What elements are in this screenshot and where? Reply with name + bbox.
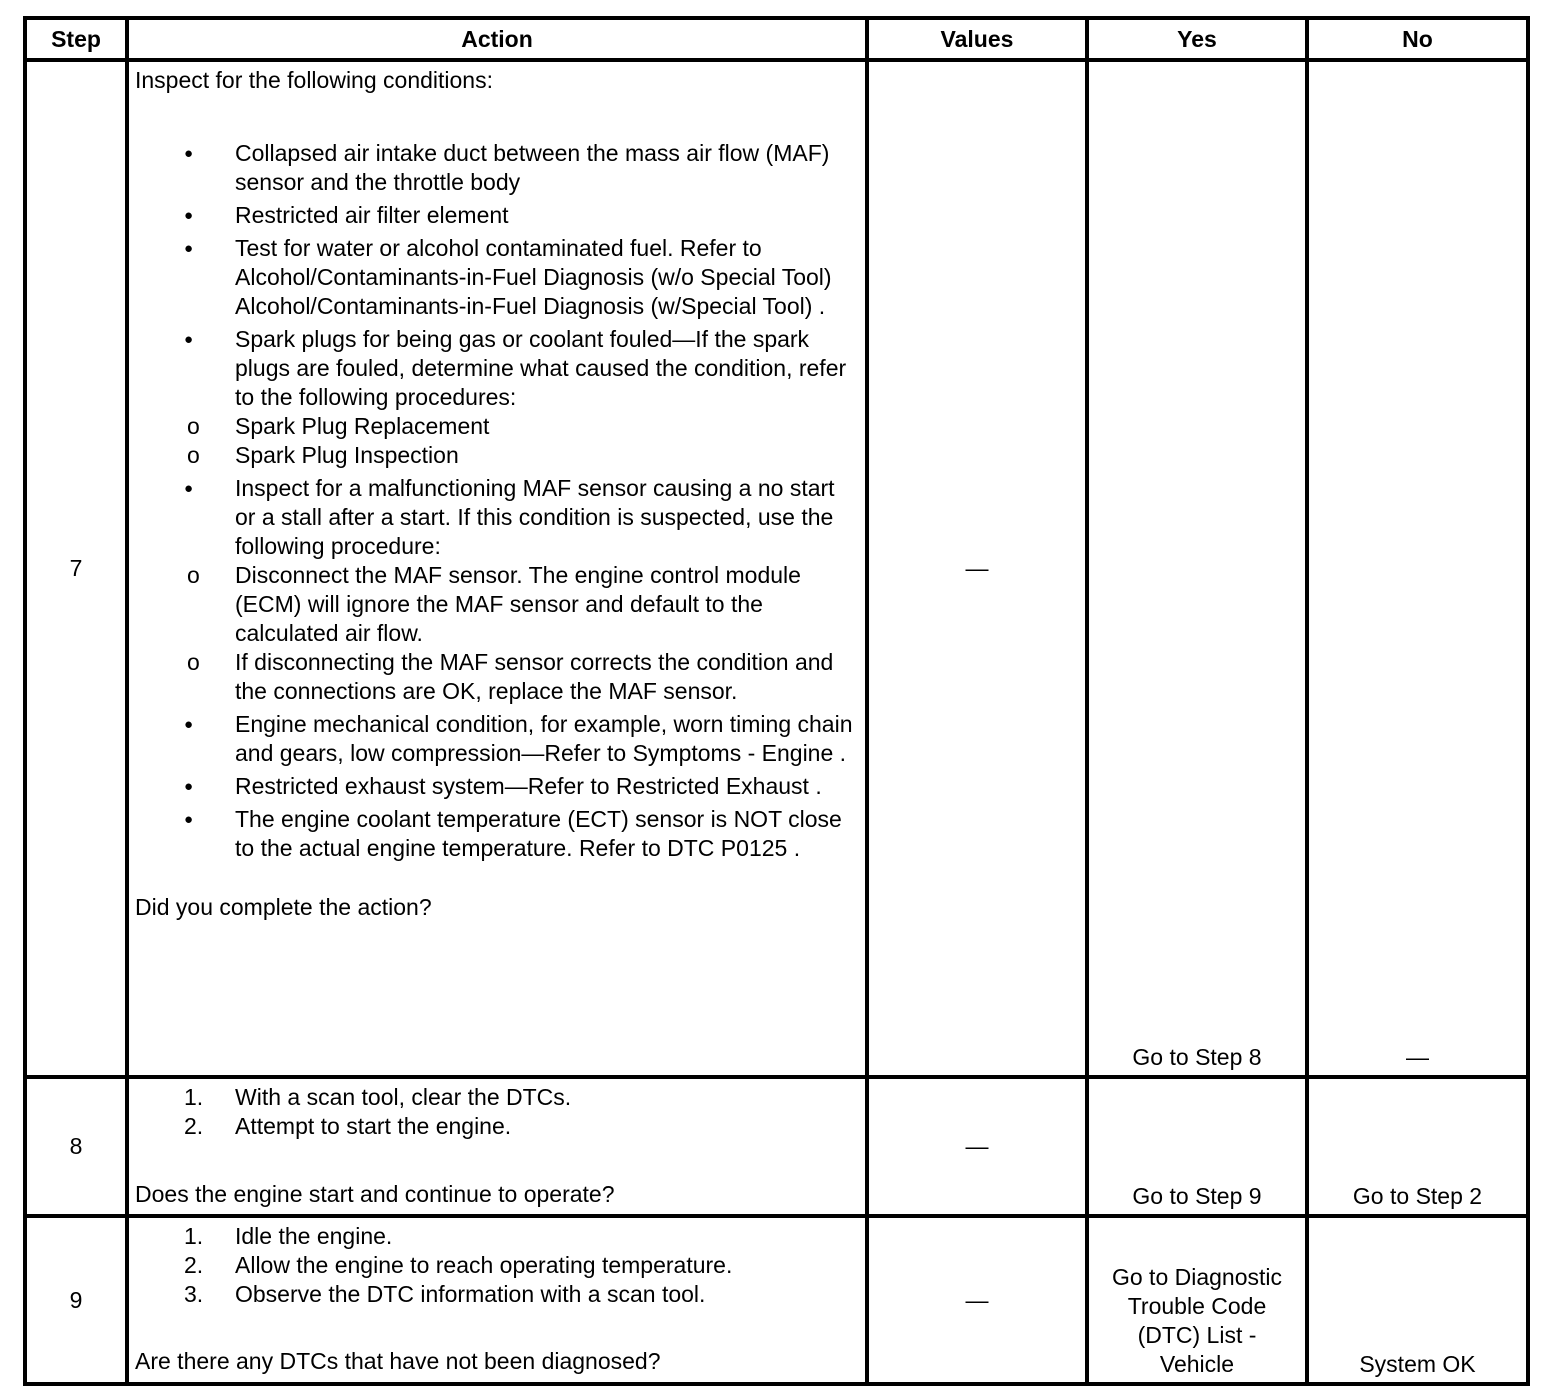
action-intro: Inspect for the following conditions: — [135, 67, 493, 93]
number-label: 3. — [184, 1281, 204, 1307]
table-row-step-9 — [25, 1216, 1528, 1384]
maf-procedure — [135, 561, 859, 706]
header-step: Step — [25, 18, 127, 60]
list-item: 1. Idle the engine. — [184, 1223, 393, 1249]
numbered-list — [135, 1083, 859, 1141]
diagnostic-table — [23, 16, 1530, 1386]
number-label: 2. — [184, 1113, 204, 1139]
action-question: Are there any DTCs that have not been diagnosed? — [135, 1348, 661, 1374]
list-item: ● Spark plugs for being gas or coolant fouled—If the spark plugs are fouled, determine what caused the condition, refer to the following procedures: o Spark Plug Replacement o Spark Plug Inspection — [135, 325, 859, 470]
yes-cell: Go to Diagnostic Trouble Code (DTC) List - Vehicle — [1087, 1216, 1307, 1384]
no-cell: Go to Step 2 — [1307, 1077, 1528, 1216]
step-number: 9 — [25, 1216, 127, 1384]
sub-list-item: o If disconnecting the MAF sensor corrects the condition and the connections are OK, replace the MAF sensor. — [135, 648, 859, 706]
action-cell — [127, 60, 867, 1077]
sub-list-item: o Spark Plug Replacement — [135, 412, 859, 441]
list-item: ● Collapsed air intake duct between the mass air flow (MAF) sensor and the throttle body — [135, 139, 859, 197]
header-no: No — [1307, 18, 1528, 60]
yes-cell: Go to Step 9 — [1087, 1077, 1307, 1216]
list-item: 2. Allow the engine to reach operating temperature. — [184, 1252, 733, 1278]
list-item: ● The engine coolant temperature (ECT) sensor is NOT close to the actual engine temperature. Refer to DTC P0125 . — [135, 805, 859, 863]
header-values: Values — [867, 18, 1087, 60]
list-item: 3. Observe the DTC information with a scan tool. — [184, 1281, 706, 1307]
no-cell: System OK — [1307, 1216, 1528, 1384]
list-item: ● Engine mechanical condition, for example, worn timing chain and gears, low compression—Refer to Symptoms - Engine . — [135, 710, 859, 768]
list-item: 2. Attempt to start the engine. — [184, 1113, 512, 1139]
list-item: 1. With a scan tool, clear the DTCs. — [184, 1084, 572, 1110]
number-label: 2. — [184, 1252, 204, 1278]
no-cell: — — [1307, 60, 1528, 1077]
sub-list-item: o Spark Plug Inspection — [135, 441, 859, 470]
list-item: ● Test for water or alcohol contaminated fuel. Refer to Alcohol/Contaminants-in-Fuel Diagnosis (w/o Special Tool) Alcohol/Contaminants-in-Fuel Diagnosis (w/Special Tool) . — [135, 234, 859, 321]
list-item: ● Restricted exhaust system—Refer to Restricted Exhaust . — [135, 772, 859, 801]
spark-plug-procedures — [135, 412, 859, 470]
conditions-list — [135, 139, 859, 863]
yes-cell: Go to Step 8 — [1087, 60, 1307, 1077]
list-item: ● Inspect for a malfunctioning MAF sensor causing a no start or a stall after a start. If this condition is suspected, use the following procedure: o Disconnect the MAF sensor. The engine control module (ECM) will ignore the MAF sensor and default to the calculated air flow. o If disconnecting the MAF sensor corrects the condition and the connections are OK, replace the MAF sensor. — [135, 474, 859, 706]
step-number: 8 — [25, 1077, 127, 1216]
header-yes: Yes — [1087, 18, 1307, 60]
action-question: Did you complete the action? — [135, 894, 432, 920]
values-cell: — — [867, 1216, 1087, 1384]
numbered-list — [135, 1222, 859, 1309]
action-question: Does the engine start and continue to operate? — [135, 1181, 615, 1207]
list-item: ● Restricted air filter element — [135, 201, 859, 230]
sub-list-item: o Disconnect the MAF sensor. The engine control module (ECM) will ignore the MAF sensor and default to the calculated air flow. — [135, 561, 859, 648]
step-number: 7 — [25, 60, 127, 1077]
table-row-step-8 — [25, 1077, 1528, 1216]
header-row — [25, 18, 1528, 60]
number-label: 1. — [184, 1223, 204, 1249]
number-label: 1. — [184, 1084, 204, 1110]
table-row-step-7 — [25, 60, 1528, 1077]
values-cell: — — [867, 1077, 1087, 1216]
action-cell — [127, 1216, 867, 1384]
action-cell — [127, 1077, 867, 1216]
header-action: Action — [127, 18, 867, 60]
values-cell: — — [867, 60, 1087, 1077]
